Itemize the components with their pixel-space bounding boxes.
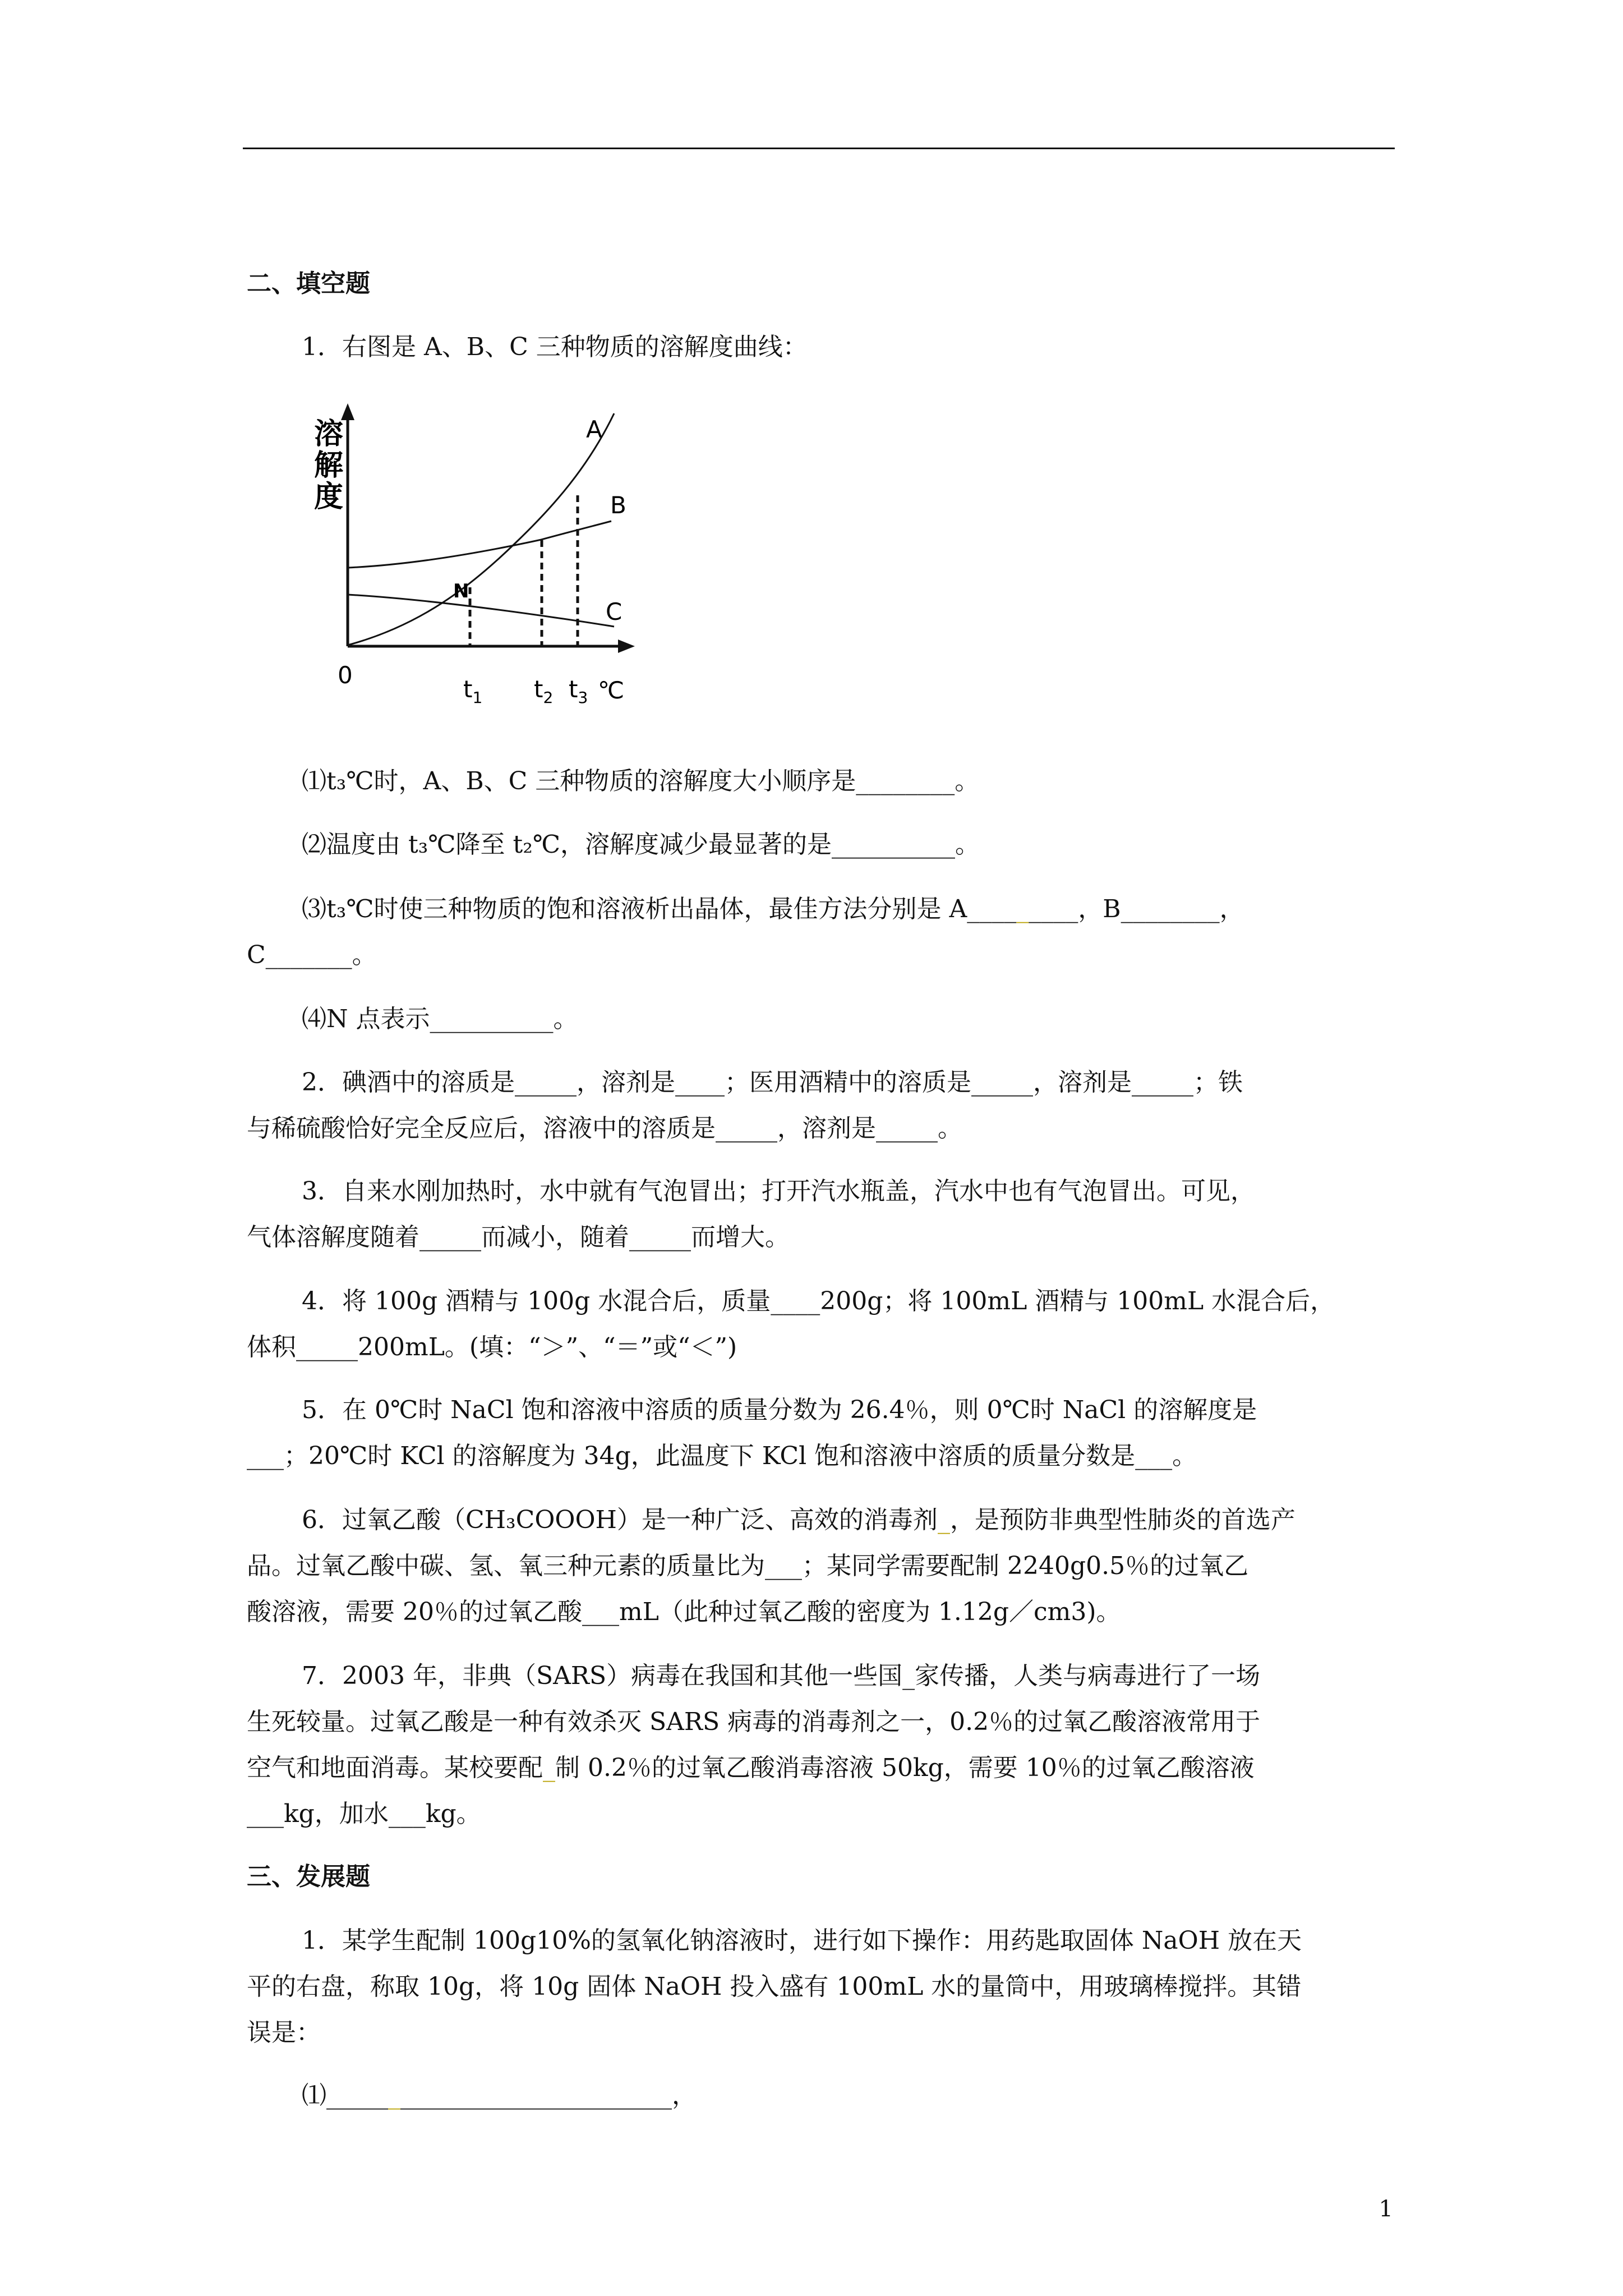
q1-sub1: ⑴t₃℃时，A、B、C 三种物质的溶解度大小顺序是________。 <box>302 767 980 795</box>
curve-label-a: A <box>586 416 602 443</box>
y-label-char: 度 <box>314 480 344 514</box>
curve-b <box>348 521 611 568</box>
curve-label-b: B <box>610 491 626 519</box>
q1-sub4: ⑷N 点表示__________。 <box>302 1005 578 1033</box>
q5-line2: ___；20℃时 KCl 的溶解度为 34g，此温度下 KCl 饱和溶液中溶质的质量分数是___。 <box>247 1442 1197 1470</box>
tick-label-t1: $t_1$ <box>463 675 483 707</box>
solubility-chart <box>292 401 639 726</box>
q6-line2: 品。过氧乙酸中碳、氢、氧三种元素的质量比为___；某同学需要配制 2240g0.5％的过氧乙 <box>247 1552 1249 1580</box>
q1-sub3-line1: ⑶t₃℃时使三种物质的饱和溶液析出晶体，最佳方法分别是 A_________，B________， <box>302 895 1244 923</box>
q1-sub2: ⑵温度由 t₃℃降至 t₂℃，溶解度减少最显著的是__________。 <box>302 830 980 859</box>
page-number: 1 <box>1378 2196 1393 2222</box>
q7-line2: 生死较量。过氧乙酸是一种有效杀灭 SARS 病毒的消毒剂之一，0.2％的过氧乙酸溶液常用于 <box>247 1708 1261 1736</box>
q1-stem: 1．右图是 A、B、C 三种物质的溶解度曲线： <box>302 333 808 361</box>
s3-q1-line3: 误是： <box>247 2018 321 2047</box>
curve-label-c: C <box>606 598 623 625</box>
curve-c <box>348 595 614 627</box>
point-label-n: N <box>453 580 469 602</box>
q5-line1: 5．在 0℃时 NaCl 饱和溶液中溶质的质量分数为 26.4％，则 0℃时 NaCl 的溶解度是 <box>302 1396 1257 1424</box>
s3-q1-line1: 1．某学生配制 100g10%的氢氧化钠溶液时，进行如下操作：用药匙取固体 NaOH 放在天 <box>302 1926 1302 1955</box>
q2-line1: 2．碘酒中的溶质是_____，溶剂是____；医用酒精中的溶质是_____，溶剂是_____；铁 <box>302 1068 1243 1097</box>
s3-q1-line2: 平的右盘，称取 10g，将 10g 固体 NaOH 投入盛有 100mL 水的量筒中，用玻璃棒搅拌。其错 <box>247 1972 1302 2001</box>
s3-q1-answer1: ⑴____________________________， <box>302 2081 697 2110</box>
q4-line1: 4．将 100g 酒精与 100g 水混合后，质量____200g；将 100mL 酒精与 100mL 水混合后， <box>302 1287 1335 1315</box>
section-3-title: 三、发展题 <box>247 1862 370 1891</box>
q3-line2: 气体溶解度随着_____而减小，随着_____而增大。 <box>247 1223 790 1251</box>
q2-line2: 与稀硫酸恰好完全反应后，溶液中的溶质是_____，溶剂是_____。 <box>247 1114 962 1143</box>
q7-line1: 7．2003 年，非典（SARS）病毒在我国和其他一些国_家传播，人类与病毒进行了一场 <box>302 1662 1261 1690</box>
q6-line3: 酸溶液，需要 20％的过氧乙酸___mL（此种过氧乙酸的密度为 1.12g／cm3)。 <box>247 1598 1121 1626</box>
q7-line3: 空气和地面消毒。某校要配_制 0.2％的过氧乙酸消毒溶液 50kg，需要 10％的过氧乙酸溶液 <box>247 1754 1255 1782</box>
section-2-title: 二、填空题 <box>247 269 370 298</box>
x-axis-arrow <box>618 639 635 653</box>
tick-label-t2: $t_2$ <box>534 675 554 707</box>
q7-line4: ___kg，加水___kg。 <box>247 1800 481 1828</box>
q4-line2: 体积_____200mL。(填：“＞”、“＝”或“＜”) <box>247 1333 737 1361</box>
q3-line1: 3．自来水刚加热时，水中就有气泡冒出；打开汽水瓶盖，汽水中也有气泡冒出。可见， <box>302 1177 1255 1205</box>
header-rule <box>243 148 1395 149</box>
origin-label: 0 <box>338 661 353 689</box>
y-label-char: 解 <box>314 449 344 482</box>
q1-sub3-line2: C_______。 <box>247 941 377 969</box>
curve-a <box>348 413 614 645</box>
q6-line1: 6．过氧乙酸（CH₃COOOH）是一种广泛、高效的消毒剂_，是预防非典型性肺炎的首选产 <box>302 1506 1295 1534</box>
tick-label-t3: $t_3$ <box>569 675 588 707</box>
y-label-char: 溶 <box>314 417 344 451</box>
x-unit-label: ℃ <box>598 677 625 704</box>
